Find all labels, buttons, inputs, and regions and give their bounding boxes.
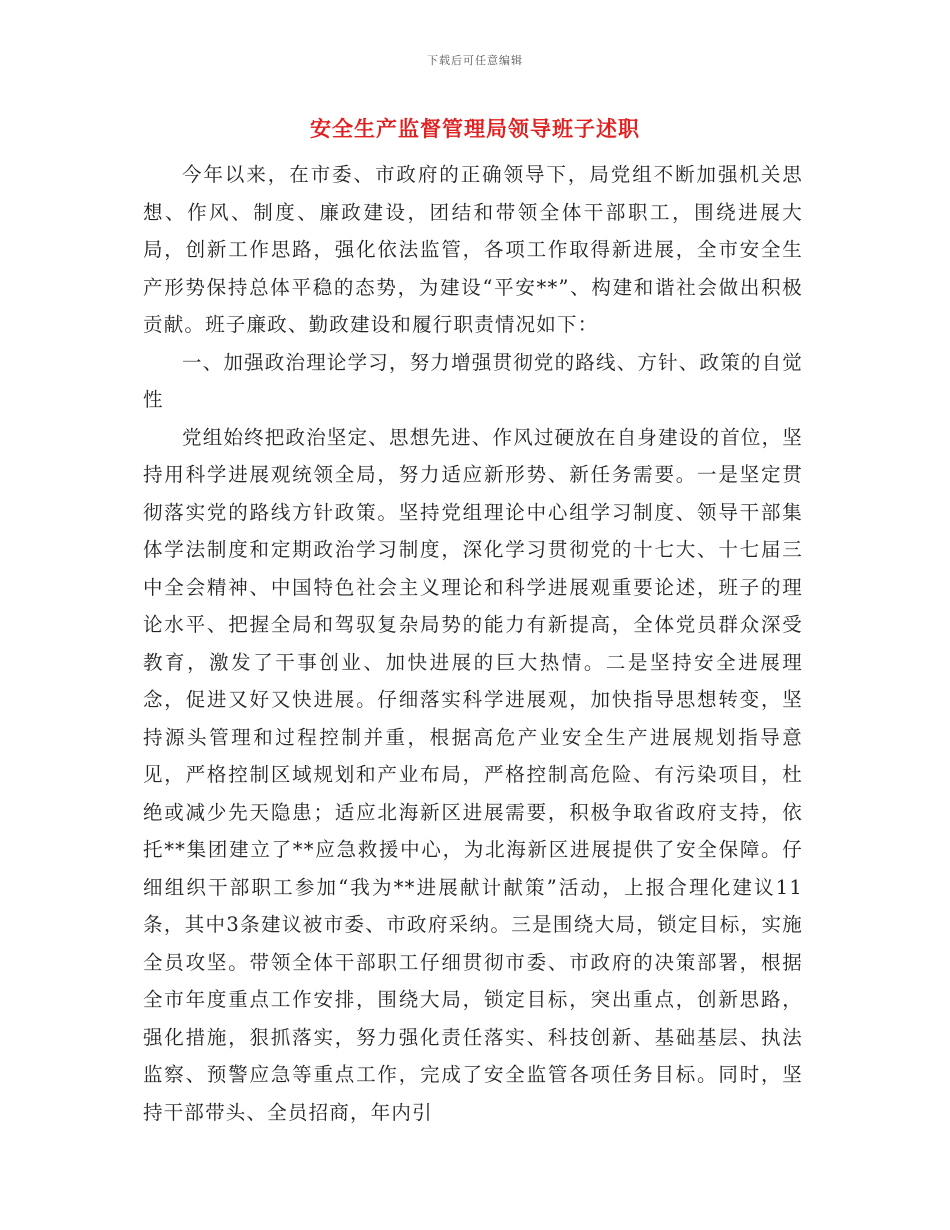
document-title: 安全生产监督管理局领导班子述职 (310, 116, 640, 141)
paragraph-section-1: 党组始终把政治坚定、思想先进、作风过硬放在自身建设的首位，坚持用科学进展观统领全局，努力适应新形势、新任务需要。一是坚定贯彻落实党的路线方针政策。坚持党组理论中心组学习制度、领导干部集体学法制度和定期政治学习制度，深化学习贯彻党的十七大、十七届三中全会精神、中国特色社会主义理论和科学进展观重要论述，班子的理论水平、把握全局和驾驭复杂局势的能力有新提高，全体党员群众深受教育，激发了干事创业、加快进展的巨大热情。二是坚持安全进展理念，促进又好又快进展。仔细落实科学进展观，加快指导思想转变，坚持源头管理和过程控制并重，根据高危产业安全生产进展规划指导意见，严格控制区域规划和产业布局，严格控制高危险、有污染项目，杜绝或减少先天隐患；适应北海新区进展需要，积极争取省政府支持，依托**集团建立了**应急救援中心，为北海新区进展提供了安全保障。仔细组织干部职工参加“我为**进展献计献策”活动，上报合理化建议11条，其中3条建议被市委、市政府采纳。三是围绕大局，锁定目标，实施全员攻坚。带领全体干部职工仔细贯彻市委、市政府的决策部署，根据全市年度重点工作安排，围绕大局，锁定目标，突出重点，创新思路，强化措施，狠抓落实，努力强化责任落实、科技创新、基础基层、执法监察、预警应急等重点工作，完成了安全监管各项任务目标。同时，坚持干部带头、全员招商，年内引 (143, 425, 804, 1124)
document-body (143, 156, 803, 1131)
section-heading-1: 一、加强政治理论学习，努力增强贯彻党的路线、方针、政策的自觉性 (143, 350, 804, 411)
paragraph-intro: 今年以来，在市委、市政府的正确领导下，局党组不断加强机关思想、作风、制度、廉政建设，团结和带领全体干部职工，围绕进展大局，创新工作思路，强化依法监管，各项工作取得新进展，全市安全生产形势保持总体平稳的态势，为建设“平安**”、构建和谐社会做出积极贡献。班子廉政、勤政建设和履行职责情况如下： (143, 163, 803, 336)
header-note: 下载后可任意编辑 (427, 54, 523, 67)
